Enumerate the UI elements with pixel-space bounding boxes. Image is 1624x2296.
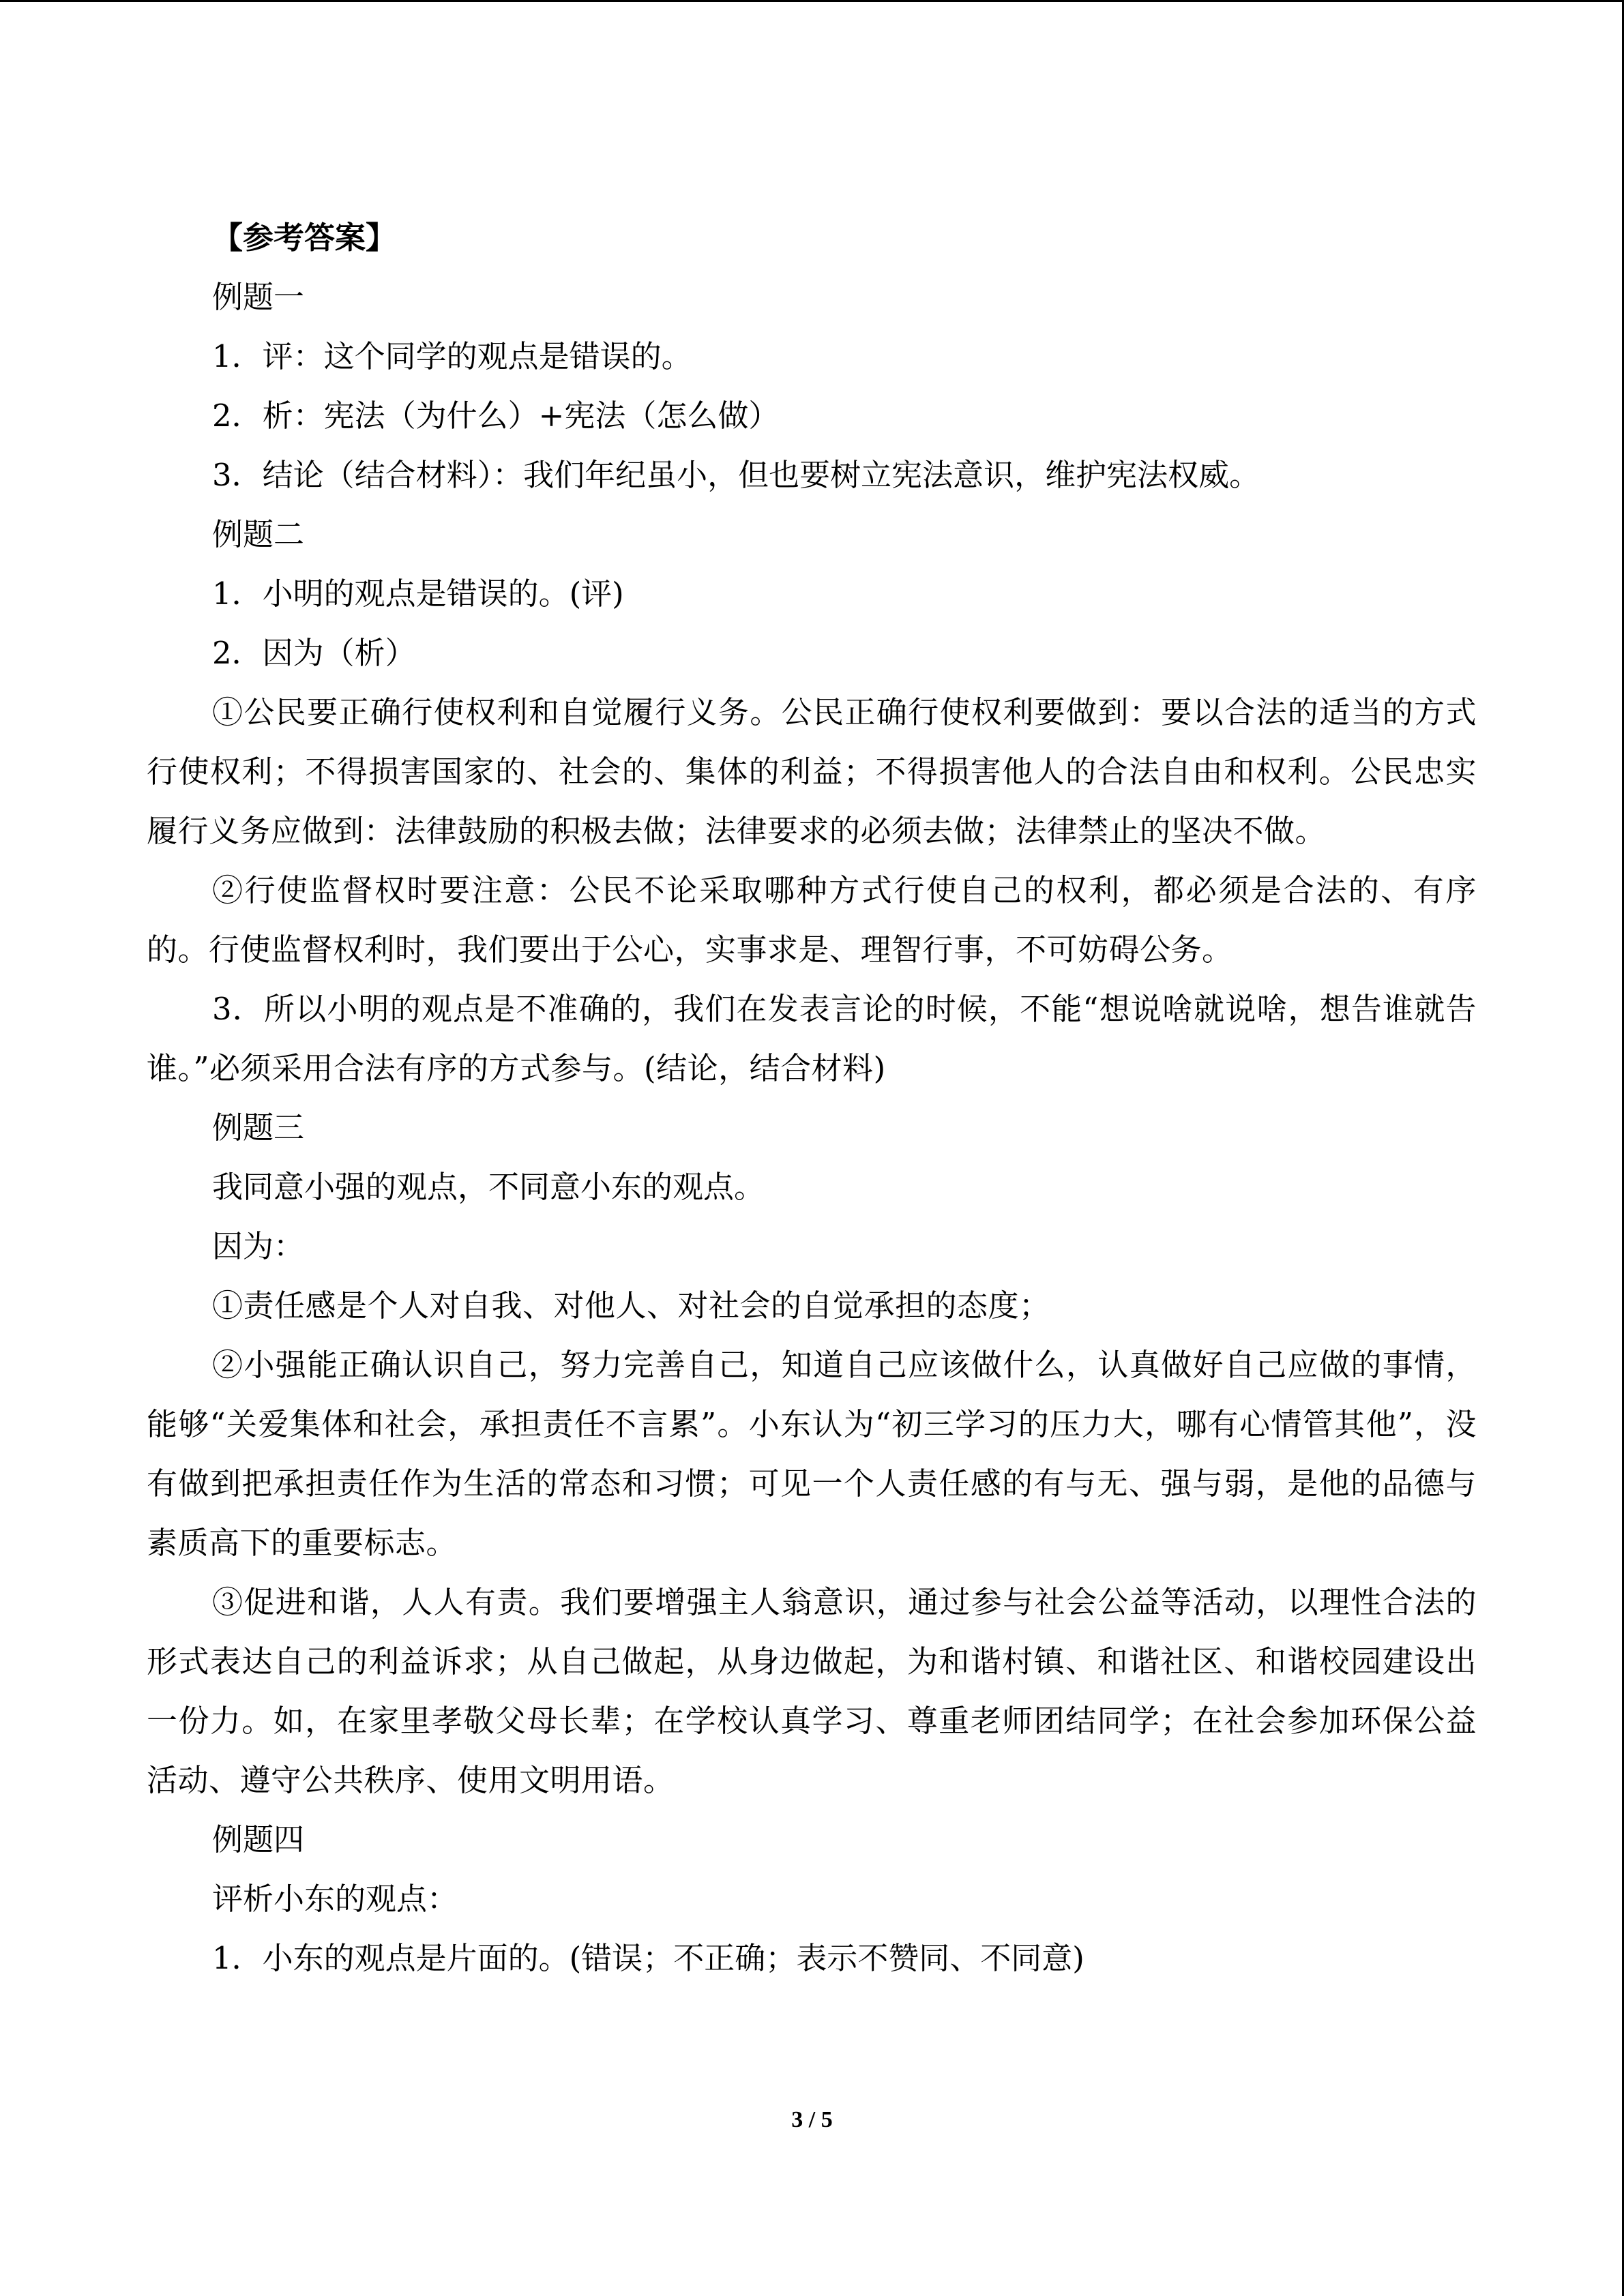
- example-3-paragraph-2: ②小强能正确认识自己，努力完善自己，知道自己应该做什么，认真做好自己应做的事情，能够“关爱集体和社会，承担责任不言累”。小东认为“初三学习的压力大，哪有心情管其他”，没有做到把承担责任作为生活的常态和习惯；可见一个人责任感的有与无、强与弱，是他的品德与素质高下的重要标志。: [147, 1347, 1477, 1561]
- page-border-top: [0, 0, 1624, 2]
- example-2-line-1: 1．小明的观点是错误的。(评): [212, 576, 624, 612]
- example-1-line-1: 1．评：这个同学的观点是错误的。: [212, 338, 692, 374]
- page-number: 3 / 5: [791, 2107, 833, 2132]
- example-4-title: 例题四: [212, 1821, 305, 1858]
- example-3-line-2: 因为：: [212, 1228, 305, 1264]
- example-4-line-1: 评析小东的观点：: [212, 1881, 458, 1917]
- example-4-line-2: 1．小东的观点是片面的。(错误；不正确；表示不赞同、不同意): [212, 1940, 1084, 1976]
- example-3-paragraph-3: ③促进和谐，人人有责。我们要增强主人翁意识，通过参与社会公益等活动，以理性合法的形式表达自己的利益诉求；从自己做起，从身边做起，为和谐村镇、和谐社区、和谐校园建设出一份力。如，在家里孝敬父母长辈；在学校认真学习、尊重老师团结同学；在社会参加环保公益活动、遵守公共秩序、使用文明用语。: [147, 1584, 1477, 1798]
- example-2-paragraph-1: ①公民要正确行使权利和自觉履行义务。公民正确行使权利要做到：要以合法的适当的方式行使权利；不得损害国家的、社会的、集体的利益；不得损害他人的合法自由和权利。公民忠实履行义务应做到：法律鼓励的积极去做；法律要求的必须去做；法律禁止的坚决不做。: [147, 694, 1477, 849]
- example-1-line-3: 3．结论（结合材料）：我们年纪虽小，但也要树立宪法意识，维护宪法权威。: [212, 457, 1260, 493]
- example-2-line-2: 2．因为（析）: [212, 635, 416, 671]
- document-body: [147, 208, 1477, 1988]
- example-1-title: 例题一: [212, 279, 305, 315]
- example-2-title: 例题二: [212, 516, 305, 552]
- example-3-line-1: 我同意小强的观点，不同意小东的观点。: [212, 1169, 765, 1205]
- example-1-line-2: 2．析：宪法（为什么）+宪法（怎么做）: [212, 398, 780, 434]
- example-2-paragraph-2: ②行使监督权时要注意：公民不论采取哪种方式行使自己的权利，都必须是合法的、有序的。行使监督权利时，我们要出于公心，实事求是、理智行事，不可妨碍公务。: [147, 872, 1477, 968]
- example-3-paragraph-1: ①责任感是个人对自我、对他人、对社会的自觉承担的态度；: [212, 1287, 1050, 1324]
- example-3-title: 例题三: [212, 1109, 305, 1146]
- example-2-paragraph-3: 3．所以小明的观点是不准确的，我们在发表言论的时候，不能“想说啥就说啥，想告谁就告谁。”必须采用合法有序的方式参与。(结论，结合材料): [147, 991, 1477, 1086]
- answer-heading: 【参考答案】: [212, 220, 397, 256]
